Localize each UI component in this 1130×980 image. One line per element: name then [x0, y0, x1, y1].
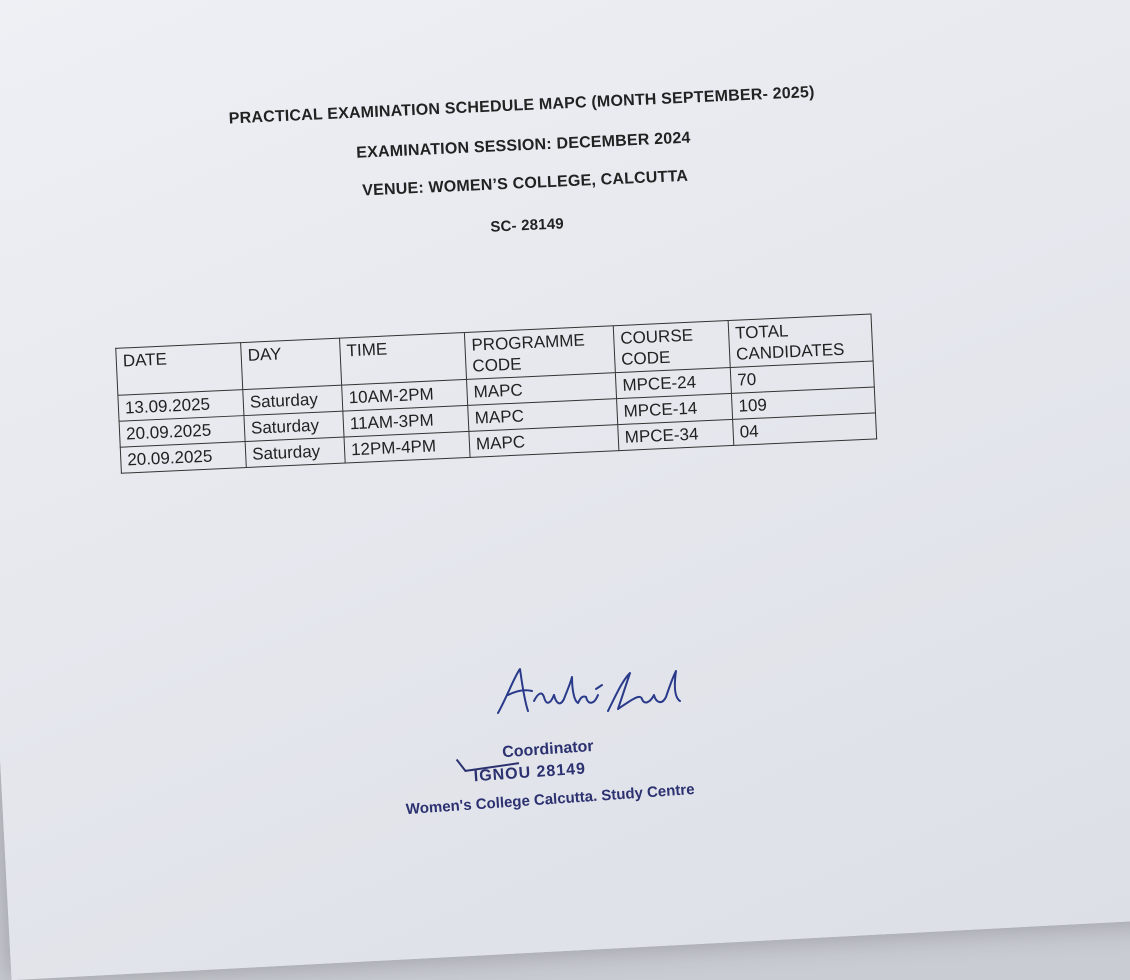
- cell-total-candidates: 04: [733, 413, 877, 445]
- handwritten-signature: [490, 655, 690, 725]
- cell-course-code: MPCE-14: [617, 393, 733, 424]
- header-time: TIME: [340, 332, 467, 385]
- cell-course-code: MPCE-34: [618, 419, 734, 450]
- cell-time: 10AM-2PM: [342, 379, 468, 411]
- cell-day: Saturday: [244, 411, 344, 441]
- cell-programme-code: MAPC: [467, 373, 617, 406]
- cell-date: 20.09.2025: [120, 442, 246, 474]
- cell-date: 20.09.2025: [119, 416, 245, 448]
- cell-total-candidates: 70: [730, 361, 874, 393]
- cell-date: 13.09.2025: [118, 390, 244, 422]
- stamp-code: IGNOU 28149: [473, 760, 587, 786]
- venue: VENUE: WOMEN’S COLLEGE, CALCUTTA: [361, 167, 689, 200]
- cell-total-candidates: 109: [731, 387, 875, 419]
- header-programme-code: PROGRAMME CODE: [464, 326, 615, 380]
- header-total-candidates: TOTAL CANDIDATES: [728, 314, 873, 367]
- centre-code: SC- 28149: [489, 215, 565, 236]
- header-day: DAY: [241, 338, 342, 389]
- cell-time: 11AM-3PM: [343, 405, 469, 437]
- header-date: DATE: [116, 343, 243, 396]
- header-course-code: COURSE CODE: [613, 321, 730, 373]
- schedule-table: [115, 314, 877, 474]
- cell-programme-code: MAPC: [469, 425, 619, 458]
- stamp-title: Coordinator: [501, 737, 595, 762]
- cell-course-code: MPCE-24: [615, 367, 731, 398]
- cell-day: Saturday: [243, 385, 343, 415]
- cell-time: 12PM-4PM: [344, 431, 470, 463]
- stamp-centre: Women's College Calcutta. Study Centre: [405, 780, 696, 819]
- cell-day: Saturday: [245, 437, 345, 467]
- cell-programme-code: MAPC: [468, 399, 618, 432]
- exam-session: EXAMINATION SESSION: DECEMBER 2024: [355, 129, 691, 162]
- schedule-title: PRACTICAL EXAMINATION SCHEDULE MAPC (MONTH SEPTEMBER- 2025): [228, 83, 815, 128]
